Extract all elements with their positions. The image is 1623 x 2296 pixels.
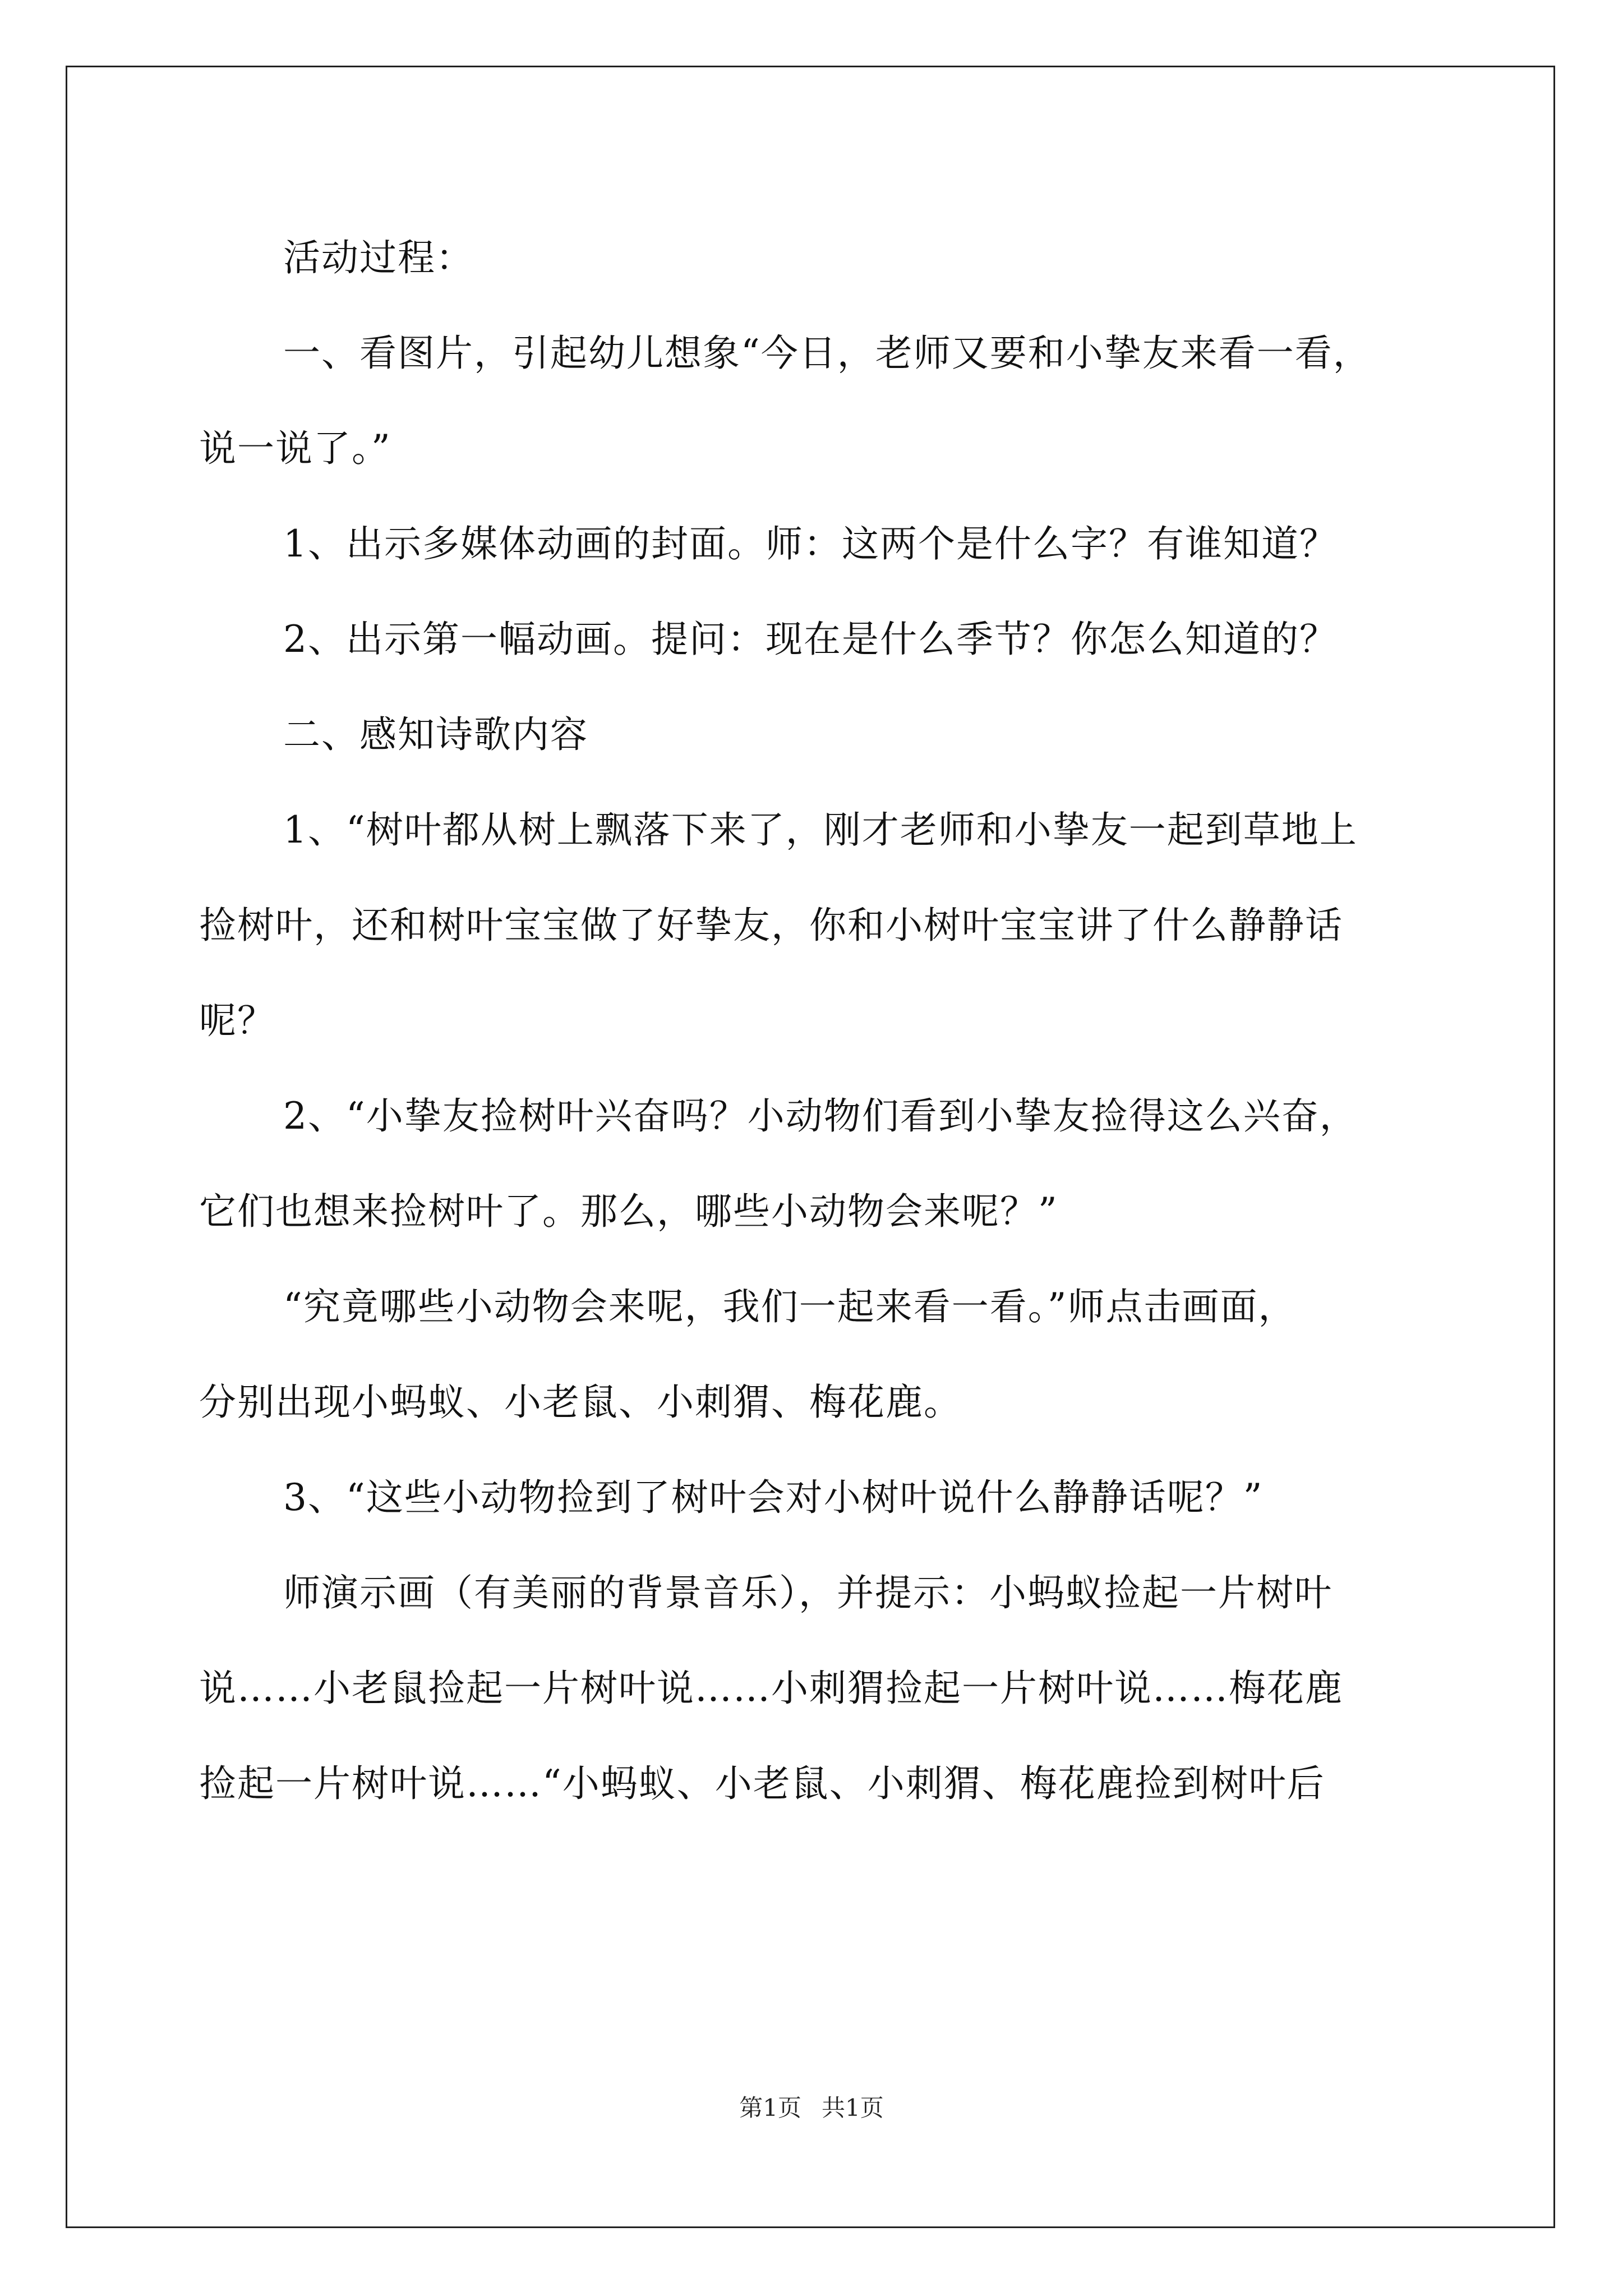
- text-line: 1、“树叶都从树上飘落下来了，刚才老师和小挚友一起到草地上: [283, 808, 1358, 852]
- text-line: 说……小老鼠捡起一片树叶说……小刺猬捡起一片树叶说……梅花鹿: [199, 1667, 1343, 1710]
- text-line: 分别出现小蚂蚁、小老鼠、小刺猬、梅花鹿。: [199, 1381, 962, 1424]
- page-total: 共1页: [822, 2094, 884, 2122]
- text-line: 2、“小挚友捡树叶兴奋吗？小动物们看到小挚友捡得这么兴奋，: [283, 1094, 1358, 1138]
- text-line: 3、“这些小动物捡到了树叶会对小树叶说什么静静话呢？”: [283, 1476, 1264, 1519]
- text-line: 呢？: [199, 999, 275, 1042]
- text-line: 1、出示多媒体动画的封面。师：这两个是什么字？有谁知道？: [283, 522, 1338, 565]
- text-line: 一、看图片，引起幼儿想象“今日，老师又要和小挚友来看一看，: [283, 332, 1371, 375]
- text-line: 捡起一片树叶说……“小蚂蚁、小老鼠、小刺猬、梅花鹿捡到树叶后: [199, 1762, 1325, 1805]
- text-line: 师演示画（有美丽的背景音乐），并提示：小蚂蚁捡起一片树叶: [283, 1571, 1332, 1614]
- text-line: 捡树叶，还和树叶宝宝做了好挚友，你和小树叶宝宝讲了什么静静话: [199, 904, 1343, 947]
- page-footer: [0, 2091, 1623, 2125]
- text-line: 活动过程：: [283, 236, 474, 279]
- text-line: 说一说了。”: [199, 427, 391, 470]
- text-line: 二、感知诗歌内容: [283, 713, 588, 756]
- text-line: 它们也想来捡树叶了。那么，哪些小动物会来呢？”: [199, 1190, 1058, 1233]
- page-number: 第1页: [739, 2094, 801, 2122]
- text-line: “究竟哪些小动物会来呢，我们一起来看一看。”师点击画面，: [283, 1285, 1297, 1328]
- text-line: 2、出示第一幅动画。提问：现在是什么季节？你怎么知道的？: [283, 618, 1338, 661]
- document-body: [199, 210, 1433, 1832]
